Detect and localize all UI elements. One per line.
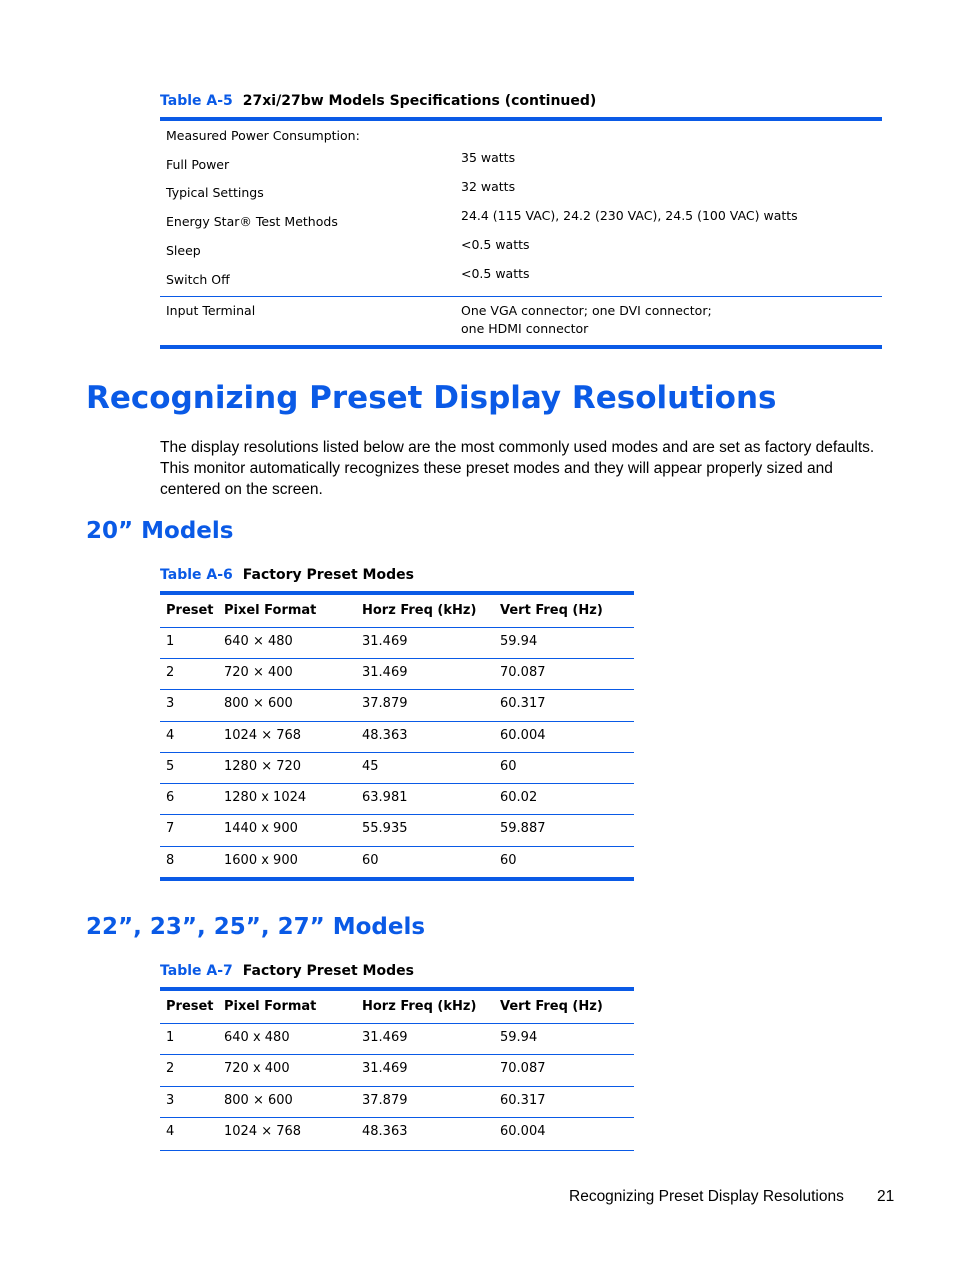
- page-number: 21: [877, 1188, 895, 1205]
- table-row-cell: 31.469: [362, 665, 408, 680]
- table-a5-value-typical: 32 watts: [461, 179, 516, 194]
- table-a5-value-input-terminal-2: one HDMI connector: [461, 321, 589, 336]
- table-row-cell: 2: [166, 1061, 175, 1076]
- table-row-cell: 60.02: [500, 790, 538, 805]
- table-a5-label-input-terminal: Input Terminal: [166, 303, 256, 318]
- table-row-cell: 60.004: [500, 728, 546, 743]
- table-row-divider: [160, 658, 634, 659]
- table-a6-header-pixel-format: Pixel Format: [224, 603, 317, 618]
- table-row-cell: 45: [362, 759, 379, 774]
- table-row-cell: 60: [500, 759, 517, 774]
- table-row-divider: [160, 752, 634, 753]
- table-row-cell: 720 x 400: [224, 1061, 290, 1076]
- table-row-cell: 60.317: [500, 1093, 546, 1108]
- section-paragraph: The display resolutions listed below are the most commonly used modes and are set as factory defaults. This monitor automatically recognizes these preset modes and they will appear properly sized and centered on the screen.: [160, 439, 875, 498]
- table-a5-value-sleep: <0.5 watts: [461, 237, 530, 252]
- table-row-cell: 6: [166, 790, 175, 805]
- table-row-cell: 60.004: [500, 1124, 546, 1139]
- table-row-cell: 37.879: [362, 1093, 408, 1108]
- table-row-cell: 3: [166, 1093, 175, 1108]
- models-22-27-heading: 22”, 23”, 25”, 27” Models: [86, 914, 426, 940]
- table-row-cell: 720 × 400: [224, 665, 293, 680]
- table-a5-top-rule: [160, 117, 882, 121]
- table-row-divider: [160, 783, 634, 784]
- section-title: Recognizing Preset Display Resolutions: [86, 380, 777, 416]
- table-row-cell: 1024 × 768: [224, 728, 302, 743]
- table-a5-label-energy-star: Energy Star® Test Methods: [166, 214, 338, 229]
- table-a7-header-vert-freq: Vert Freq (Hz): [500, 999, 603, 1014]
- table-row-cell: 31.469: [362, 634, 408, 649]
- table-a6-caption: [160, 567, 414, 583]
- table-row-divider: [160, 721, 634, 722]
- table-a5-label-measured: Measured Power Consumption:: [166, 128, 360, 143]
- table-row-cell: 63.981: [362, 790, 408, 805]
- table-row-cell: 640 x 480: [224, 1030, 290, 1045]
- table-row-cell: 31.469: [362, 1030, 408, 1045]
- table-row-cell: 1024 × 768: [224, 1124, 302, 1139]
- table-row-divider: [160, 689, 634, 690]
- table-a5-value-input-terminal-1: One VGA connector; one DVI connector;: [461, 303, 712, 318]
- table-a7-top-rule: [160, 987, 634, 991]
- table-row-cell: 59.887: [500, 821, 546, 836]
- table-row-cell: 1440 x 900: [224, 821, 298, 836]
- table-a7-bottom-divider: [160, 1150, 634, 1151]
- table-a6-top-rule: [160, 591, 634, 595]
- table-a5-value-switch-off: <0.5 watts: [461, 266, 530, 281]
- table-a6-header-divider: [160, 627, 634, 628]
- table-row-cell: 60: [500, 853, 517, 868]
- table-a5-label-typical: Typical Settings: [166, 185, 264, 200]
- table-row-cell: 31.469: [362, 1061, 408, 1076]
- table-row-cell: 1: [166, 634, 175, 649]
- table-a6-header-preset: Preset: [166, 603, 214, 618]
- table-row-cell: 59.94: [500, 1030, 538, 1045]
- table-row-cell: 7: [166, 821, 175, 836]
- table-row-cell: 37.879: [362, 696, 408, 711]
- table-a7-header-pixel-format: Pixel Format: [224, 999, 317, 1014]
- table-row-cell: 70.087: [500, 665, 546, 680]
- table-a6-header-vert-freq: Vert Freq (Hz): [500, 603, 603, 618]
- table-a5-value-full-power: 35 watts: [461, 150, 516, 165]
- table-a6-number: Table A-6: [160, 567, 233, 583]
- table-a6-title: Factory Preset Modes: [242, 567, 414, 583]
- table-row-divider: [160, 846, 634, 847]
- table-a5-label-full-power: Full Power: [166, 157, 230, 172]
- table-a7-header-divider: [160, 1023, 634, 1024]
- table-row-cell: 1280 x 1024: [224, 790, 307, 805]
- table-a5-divider: [160, 296, 882, 297]
- table-a5-caption: [160, 93, 596, 109]
- table-row-divider: [160, 1086, 634, 1087]
- table-row-cell: 5: [166, 759, 175, 774]
- table-a5-value-energy-star: 24.4 (115 VAC), 24.2 (230 VAC), 24.5 (100 VAC) watts: [461, 208, 798, 223]
- models-20-heading: 20” Models: [86, 518, 234, 544]
- table-row-cell: 60: [362, 853, 379, 868]
- table-a5-bottom-rule: [160, 345, 882, 349]
- table-row-divider: [160, 1054, 634, 1055]
- table-row-cell: 2: [166, 665, 175, 680]
- table-a7-header-preset: Preset: [166, 999, 214, 1014]
- table-row-cell: 800 × 600: [224, 696, 293, 711]
- table-row-cell: 3: [166, 696, 175, 711]
- table-row-cell: 1: [166, 1030, 175, 1045]
- table-a5-label-sleep: Sleep: [166, 243, 201, 258]
- table-row-cell: 59.94: [500, 634, 538, 649]
- table-row-cell: 4: [166, 1124, 175, 1139]
- table-a5-label-switch-off: Switch Off: [166, 272, 230, 287]
- table-row-cell: 55.935: [362, 821, 408, 836]
- table-a5-title: 27xi/27bw Models Specifications (continued): [242, 93, 597, 109]
- table-a7-number: Table A-7: [160, 963, 233, 979]
- table-row-cell: 48.363: [362, 1124, 408, 1139]
- table-row-cell: 1600 x 900: [224, 853, 298, 868]
- table-a5-number: Table A-5: [160, 93, 233, 109]
- table-row-cell: 640 × 480: [224, 634, 293, 649]
- table-row-cell: 4: [166, 728, 175, 743]
- table-row-cell: 800 × 600: [224, 1093, 293, 1108]
- table-row-cell: 8: [166, 853, 175, 868]
- table-row-divider: [160, 1117, 634, 1118]
- table-row-cell: 1280 × 720: [224, 759, 302, 774]
- table-a6-header-horz-freq: Horz Freq (kHz): [362, 603, 477, 618]
- table-a7-title: Factory Preset Modes: [242, 963, 414, 979]
- table-row-cell: 48.363: [362, 728, 408, 743]
- table-row-divider: [160, 814, 634, 815]
- table-a6-bottom-rule: [160, 877, 634, 881]
- table-row-cell: 70.087: [500, 1061, 546, 1076]
- table-a7-header-horz-freq: Horz Freq (kHz): [362, 999, 477, 1014]
- footer-section-title: Recognizing Preset Display Resolutions: [569, 1188, 844, 1205]
- table-a7-caption: [160, 963, 414, 979]
- table-row-cell: 60.317: [500, 696, 546, 711]
